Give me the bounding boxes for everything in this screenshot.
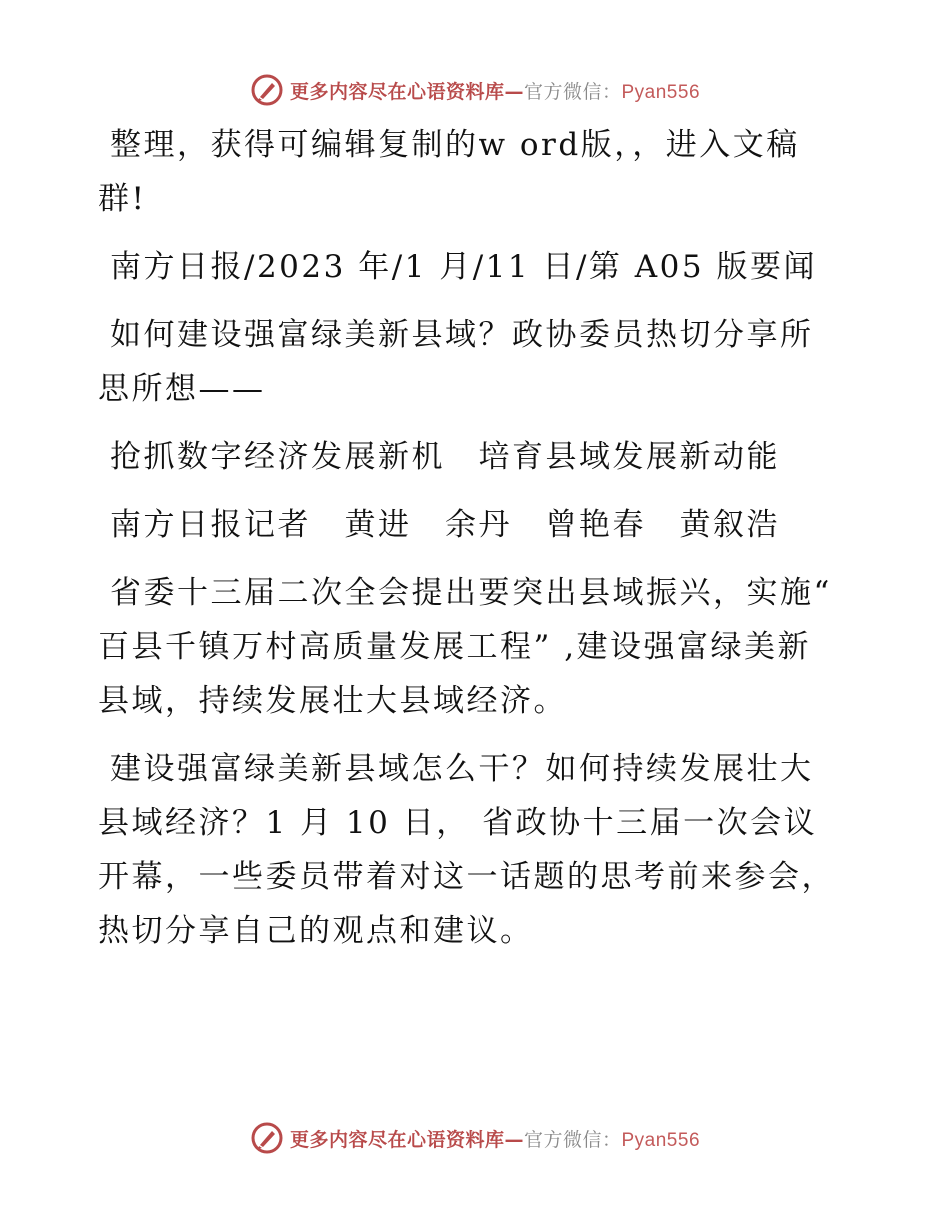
paragraph-body-2: 建设强富绿美新县域怎么干？如何持续发展壮大县域经济？1 月 10 日， 省政协十三届一次会议开幕，一些委员带着对这一话题的思考前来参会，热切分享自己的观点和建议。 xyxy=(98,751,835,949)
header-watermark xyxy=(0,70,950,110)
paragraph-body-1: 省委十三届二次全会提出要突出县域振兴，实施“ 百县千镇万村高质量发展工程” ,建设强富绿美新县域，持续发展壮大县域经济。 xyxy=(98,575,832,719)
watermark-separator: — xyxy=(504,1128,524,1151)
brush-logo-icon xyxy=(250,1121,284,1155)
watermark-wechat-label: 官方微信： xyxy=(523,1128,622,1151)
watermark-site: 更多内容尽在心语资料库 xyxy=(289,1128,505,1151)
watermark-wechat-id: Pyan556 xyxy=(621,81,701,103)
paragraph-byline: 南方日报记者 黄进 余丹 曾艳春 黄叙浩 xyxy=(110,507,780,543)
watermark-wechat-label: 官方微信： xyxy=(523,80,622,103)
watermark-wechat-id: Pyan556 xyxy=(621,1129,701,1151)
watermark-text xyxy=(290,1125,700,1152)
document-body xyxy=(98,118,838,972)
paragraph-source: 南方日报/2023 年/1 月/11 日/第 A05 版要闻 xyxy=(110,249,817,285)
watermark-separator: — xyxy=(504,80,524,103)
paragraph-subheadline: 抢抓数字经济发展新机 培育县域发展新动能 xyxy=(110,439,780,475)
watermark-text xyxy=(290,77,700,104)
paragraph-intro: 整理，获得可编辑复制的w ord版，，进入文稿群! xyxy=(98,127,800,217)
watermark-site: 更多内容尽在心语资料库 xyxy=(289,80,505,103)
paragraph-headline: 如何建设强富绿美新县域？政协委员热切分享所思所想—— xyxy=(98,317,814,407)
footer-watermark xyxy=(0,1118,950,1158)
brush-logo-icon xyxy=(250,73,284,107)
